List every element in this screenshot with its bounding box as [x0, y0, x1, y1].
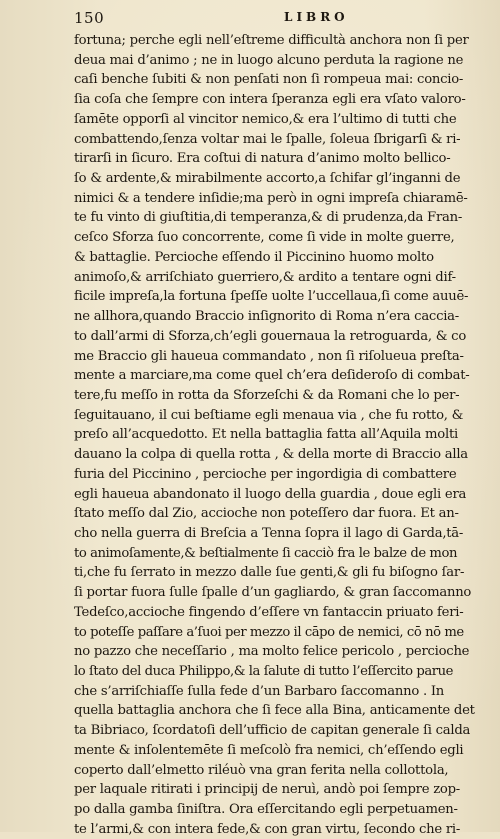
running-head: [74, 9, 478, 29]
running-title: LIBRO: [284, 10, 349, 24]
text-line: combattendo,ſenza voltar mai le ſpalle, ſoleua ſbrigarſi & ri-: [74, 131, 461, 147]
text-line: ſamēte opporſi al vincitor nemico,& era l’ultimo di tutti che: [74, 111, 457, 127]
text-line: ſia coſa che ſempre con intera ſperanza egli era vſato valoro-: [74, 92, 466, 108]
text-line: tirarſi in ſicuro. Era coſtui di natura d’animo molto bellico-: [74, 151, 451, 167]
text-line: te l’armi,& con intera fede,& con gran virtu, ſecondo che ri-: [74, 821, 461, 837]
text-line: ta Bibriaco, ſcordatoſi dell’ufficio de capitan generale ſi calda: [74, 723, 471, 739]
text-line: che s’arriſchiaſſe ſulla fede d’un Barbaro ſaccomanno . In: [74, 683, 445, 699]
text-line: cho nella guerra di Breſcia a Tenna ſopra il lago di Garda,tā-: [74, 525, 464, 541]
text-line: po dalla gamba ſiniſtra. Ora eſſercitando egli perpetuamen-: [74, 802, 458, 818]
text-line: animoſo,& arriſchiato guerriero,& ardito a tentare ogni dif-: [74, 269, 456, 285]
text-line: ſtato meſſo dal Zio, accioche non poteſſero dar fuora. Et an-: [74, 506, 459, 522]
text-line: egli haueua abandonato il luogo della guardia , doue egli era: [74, 486, 467, 502]
text-line: dauano la colpa di quella rotta , & della morte di Braccio alla: [74, 447, 468, 463]
text-line: caſi benche ſubiti & non penſati non ſi rompeua mai: concio-: [74, 72, 464, 88]
text-line: fortuna; perche egli nell’eſtreme difficultà anchora non ſi per: [74, 33, 469, 48]
text-line: to animoſamente,& beſtialmente ſi cacciò fra le balze de mon: [74, 545, 457, 561]
text-line: furia del Piccinino , percioche per ingordigia di combattere: [74, 466, 457, 482]
text-line: preſo all’acquedotto. Et nella battaglia fatta all’Aquila molti: [74, 427, 458, 443]
text-line: to dall’armi di Sforza,ch’egli gouernaua la retroguarda, & co: [74, 328, 467, 344]
text-line: no pazzo che neceſſario , ma molto felice pericolo , percioche: [74, 644, 470, 660]
body-text: [74, 31, 484, 839]
text-line: per laquale ritirati i principij de neruì, andò poi ſempre zop-: [74, 782, 460, 798]
text-line: ne allhora,quando Braccio inſignorito di Roma n’era caccia-: [74, 309, 459, 325]
text-line: ti,che fu ſerrato in mezzo dalle ſue genti,& gli fu biſogno ſar-: [74, 565, 465, 581]
text-line: Tedeſco,accioche fingendo d’eſſere vn fantaccin priuato feri-: [74, 604, 464, 620]
text-line: lo ſtato del duca Philippo,& la ſalute di tutto l’eſſercito parue: [74, 664, 453, 679]
text-line: ſo & ardente,& mirabilmente accorto,a ſchifar gl’inganni de: [74, 171, 461, 187]
text-line: tere,fu meſſo in rotta da Sforzeſchi & da Romani che lo per-: [74, 387, 460, 403]
text-line: to poteſſe paſſare a’ſuoi per mezzo il cāpo de nemici, cō nō me: [74, 624, 464, 640]
text-line: ceſco Sforza ſuo concorrente, come ſi vide in molte guerre,: [74, 230, 455, 246]
page-number: 150: [74, 9, 105, 27]
text-line: coperto dall’elmetto riléuò vna gran ferita nella collottola,: [74, 762, 449, 778]
text-line: & battaglie. Percioche eſſendo il Piccinino huomo molto: [74, 249, 434, 265]
text-line: ſi portar fuora ſulle ſpalle d’un gagliardo, & gran ſaccomanno: [74, 585, 472, 601]
text-line: quella battaglia anchora che ſi fece alla Bina, anticamente det: [74, 703, 475, 719]
text-line: me Braccio gli haueua commandato , non ſi riſolueua preſta-: [74, 348, 464, 364]
text-line: ficile impreſa,la fortuna ſpeſſe uolte l’uccellaua,ſi come auuē-: [74, 289, 469, 305]
text-line: nimici & a tendere inſidie;ma però in ogni impreſa chiaramē-: [74, 190, 468, 206]
text-line: ſeguitauano, il cui beſtiame egli menaua via , che fu rotto, &: [74, 407, 464, 423]
text-line: mente & inſolentemēte ſi meſcolò fra nemici, ch’eſſendo egli: [74, 742, 464, 758]
text-line: te fu vinto di giuſtitia,di temperanza,& di prudenza,da Fran-: [74, 210, 463, 226]
text-line: deua mai d’animo ; ne in luogo alcuno perduta la ragione ne: [74, 52, 464, 68]
text-line: mente a marciare,ma come quel ch’era deſideroſo di combat-: [74, 368, 470, 384]
